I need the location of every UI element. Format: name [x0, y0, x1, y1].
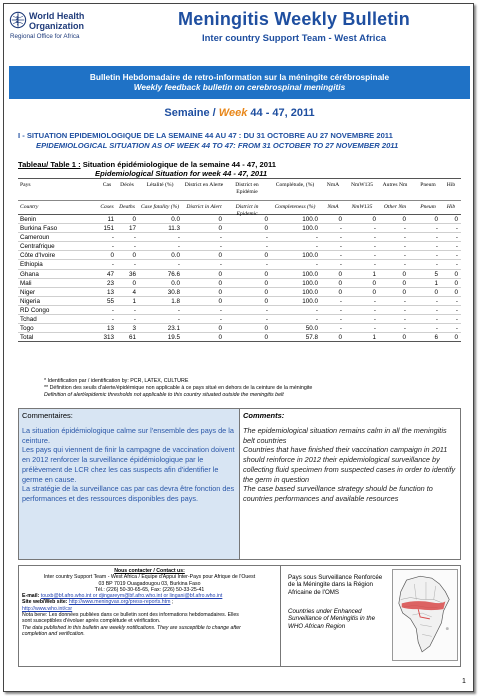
- table-cell: -: [435, 306, 438, 314]
- header-en-col-0: Country: [20, 204, 39, 210]
- table-header-fr: [18, 179, 461, 201]
- table-cell: 1: [132, 297, 136, 305]
- table-cell: 0: [264, 288, 268, 296]
- table-cell: Total: [20, 334, 34, 342]
- table-cell: -: [403, 325, 406, 333]
- footnote-3: Definition of alert/epidemic thresholds not applicable to this country situated outside the meningitis belt: [44, 392, 284, 398]
- header-en-col-7: NmA: [327, 204, 339, 210]
- table-cell: -: [265, 243, 268, 251]
- table-cell: Burkina Faso: [20, 225, 58, 233]
- contact-box: [19, 566, 281, 666]
- table-cell: -: [403, 297, 406, 305]
- page-number: 1: [462, 678, 466, 685]
- header-fr-col-8: NmW135: [350, 182, 374, 188]
- table-cell: -: [373, 316, 376, 324]
- contact-title: Nous contacter / Contact us:: [114, 568, 185, 574]
- table-header-en: [18, 201, 461, 215]
- table-cell: -: [219, 316, 222, 324]
- table-cell: 0: [338, 270, 342, 278]
- table-cell: 17: [128, 225, 136, 233]
- table-cell: RD Congo: [20, 306, 50, 314]
- footnote-2: ** Définition des seuils d'alerte/épidémique non applicable à ce pays situé en dehors de la ceinture de la méningite: [44, 385, 313, 391]
- comments-box: [18, 408, 461, 560]
- comments-heading-fr: Commentaires:: [22, 411, 73, 420]
- web-separator: ;: [170, 599, 174, 606]
- table-row: [18, 279, 461, 288]
- table-cell: 0: [338, 334, 342, 342]
- table-cell: -: [339, 234, 342, 242]
- table-cell: Tchad: [20, 316, 37, 324]
- table-cell: -: [435, 225, 438, 233]
- table-cell: -: [373, 261, 376, 269]
- table-cell: -: [403, 261, 406, 269]
- table-cell: -: [339, 261, 342, 269]
- table-cell: 0: [218, 279, 222, 287]
- header-en-col-4: District in Alert: [186, 204, 222, 210]
- header-en-col-3: Case fatality (%): [140, 204, 180, 210]
- table-cell: -: [435, 243, 438, 251]
- comment-fr-2: Les pays qui viennent de finir la campagne de vaccination doivent en 2012 renforcer la surveillance épidémiologique par le prélèvement de LCR chez les cas suspects afin d'identifier le germe en cause.: [22, 445, 235, 484]
- table-cell: -: [373, 306, 376, 314]
- header-en-col-8: NmW135: [351, 204, 373, 210]
- table-cell: 0: [264, 270, 268, 278]
- table-cell: -: [435, 261, 438, 269]
- table-cell: -: [133, 243, 136, 251]
- table-cell: 23.1: [167, 325, 180, 333]
- web-link-meningvax[interactable]: http://www.meningvax.org/press-reports.htm: [68, 599, 171, 606]
- banner: [9, 66, 470, 99]
- header-fr-col-10: Pneum: [420, 182, 436, 188]
- table-cell: Mali: [20, 279, 32, 287]
- header-en-col-10: Pneum: [420, 204, 436, 210]
- table-row: [18, 297, 461, 306]
- africa-map-icon: [392, 569, 458, 661]
- table-row: [18, 242, 461, 251]
- table-cell: -: [111, 234, 114, 242]
- situation-line-en: EPIDEMIOLOGICAL SITUATION AS OF WEEK 44 TO 47: FROM 31 OCTOBER TO 27 NOVEMBER 2011: [36, 141, 399, 150]
- week-word: Week: [218, 107, 248, 119]
- nota-bene-2: sont susceptibles d'évoluer après complétude et vérification.: [22, 618, 161, 625]
- table-cell: -: [177, 306, 180, 314]
- web-label: Site web/Web site:: [22, 599, 68, 606]
- table-cell: -: [219, 306, 222, 314]
- table-row: [18, 315, 461, 324]
- table-cell: 0: [264, 225, 268, 233]
- contact-line-3: Tél.: (226) 50-30-65-65, Fax: (226) 50-33-25-41: [94, 586, 205, 593]
- table-cell: -: [111, 243, 114, 251]
- header-fr-col-7: NmA: [326, 182, 340, 188]
- comments-fr: [19, 409, 240, 559]
- table-row: [18, 260, 461, 269]
- header-en-col-6: Completeness (%): [274, 204, 316, 210]
- table-cell: -: [435, 316, 438, 324]
- table-cell: -: [435, 325, 438, 333]
- table-cell: -: [455, 325, 458, 333]
- bulletin-page: [3, 3, 474, 692]
- situation-line-fr: I - SITUATION EPIDEMIOLOGIQUE DE LA SEMAINE 44 AU 47 : DU 31 OCTOBRE AU 27 NOVEMBRE 2011: [18, 131, 393, 140]
- table-cell: 5: [434, 270, 438, 278]
- footer: [18, 565, 461, 667]
- header-en-col-2: Deaths: [119, 204, 135, 210]
- table-cell: 0: [264, 252, 268, 260]
- table-cell: 0: [132, 279, 136, 287]
- table-cell: 151: [103, 225, 114, 233]
- comment-en-3: The case based surveillance strategy should be function to countries performances and available resources: [243, 484, 433, 503]
- table-cell: -: [133, 316, 136, 324]
- table-cell: -: [315, 316, 318, 324]
- table-cell: -: [219, 261, 222, 269]
- table-cell: 100.0: [302, 297, 318, 305]
- table-cell: 0: [454, 270, 458, 278]
- nota-bene-3: The data published in this bulletin are weekly notifications. They are susceptible to change after: [22, 624, 241, 631]
- table-cell: 6: [434, 334, 438, 342]
- table-cell: -: [435, 252, 438, 260]
- table-cell: Ghana: [20, 270, 39, 278]
- table-cell: Niger: [20, 288, 36, 296]
- table-row: [18, 306, 461, 315]
- table-cell: -: [315, 234, 318, 242]
- table-cell: -: [265, 261, 268, 269]
- table-cell: 0: [454, 334, 458, 342]
- banner-line-fr: Bulletin Hebdomadaire de retro-information sur la méningite cérébrospinale: [89, 72, 390, 82]
- table-cell: Ethiopia: [20, 261, 43, 269]
- table-row: [18, 215, 461, 224]
- table-cell: -: [133, 306, 136, 314]
- table-cell: Benin: [20, 216, 37, 223]
- table-cell: -: [455, 225, 458, 233]
- contact-line-1: Inter country Support Team - West Africa / Equipe d'Appui Inter-Pays pour Afrique de l'Ouest: [43, 574, 256, 581]
- table-cell: 36: [128, 270, 136, 278]
- table-cell: Côte d'Ivoire: [20, 252, 56, 260]
- header-fr-col-1: Cas: [102, 182, 112, 188]
- table-cell: Cameroun: [20, 234, 50, 242]
- table-cell: 11: [107, 216, 114, 223]
- table-cell: 50.0: [305, 325, 318, 333]
- table-cell: 30.8: [167, 288, 180, 296]
- table-cell: -: [315, 261, 318, 269]
- comments-en-body: [243, 426, 457, 504]
- table-cell: -: [219, 243, 222, 251]
- table-cell: 0.0: [171, 252, 180, 260]
- footnote-1: * Identification par / identification by: PCR, LATEX, CULTURE: [44, 378, 189, 384]
- table-total-row: [18, 333, 461, 342]
- who-emblem-icon: [9, 11, 27, 29]
- table-cell: 0: [218, 297, 222, 305]
- table-cell: 0: [218, 334, 222, 342]
- table-cell: 0: [218, 252, 222, 260]
- table-cell: 0: [132, 216, 136, 223]
- table-cell: 0: [402, 216, 406, 223]
- table-cell: 13: [106, 288, 114, 296]
- table-cell: 1.8: [171, 297, 180, 305]
- table-cell: 100.0: [302, 279, 318, 287]
- table-cell: -: [265, 306, 268, 314]
- table-cell: 0: [264, 325, 268, 333]
- header-fr-col-2: Décès: [120, 182, 134, 188]
- page-title: Meningitis Weekly Bulletin: [178, 9, 410, 29]
- table-cell: -: [339, 325, 342, 333]
- table-cell: 0: [264, 334, 268, 342]
- org-name-line1: World Health: [29, 11, 85, 21]
- table-cell: 0: [402, 334, 406, 342]
- table-cell: 47: [106, 270, 114, 278]
- table-cell: 100.0: [302, 252, 318, 260]
- table-cell: 0: [338, 288, 342, 296]
- table-cell: 0.0: [171, 279, 180, 287]
- epidemiological-table: [18, 178, 461, 342]
- table-cell: -: [339, 306, 342, 314]
- table-cell: 0: [218, 270, 222, 278]
- table-cell: 313: [103, 334, 114, 342]
- table-cell: 0: [132, 252, 136, 260]
- table-cell: 0: [372, 288, 376, 296]
- header-fr-col-3: Létalité (%): [146, 182, 174, 188]
- table-cell: 57.8: [305, 334, 318, 342]
- table-cell: 19.5: [167, 334, 180, 342]
- table-cell: -: [455, 252, 458, 260]
- table-cell: -: [315, 243, 318, 251]
- table-cell: Togo: [20, 325, 34, 333]
- table-cell: -: [455, 243, 458, 251]
- table-cell: 11.3: [168, 225, 180, 233]
- table-cell: -: [455, 306, 458, 314]
- week-range: 44 - 47, 2011: [247, 107, 315, 119]
- table-cell: 76.6: [167, 270, 180, 278]
- table-cell: 0: [218, 288, 222, 296]
- table-cell: -: [219, 234, 222, 242]
- table-cell: -: [111, 261, 114, 269]
- table-cell: -: [373, 243, 376, 251]
- table-cell: -: [455, 261, 458, 269]
- nota-bene-1: Nota bene: Les données publiées dans ce bulletin sont des informations hebdomadaires. Elles: [22, 612, 239, 619]
- table-cell: 13: [106, 325, 114, 333]
- table-cell: Nigeria: [20, 297, 40, 305]
- table-cell: -: [111, 316, 114, 324]
- table-row: [18, 233, 461, 242]
- table-cell: -: [339, 297, 342, 305]
- table-cell: 0: [264, 297, 268, 305]
- header-en-col-9: Other Nm: [383, 204, 407, 210]
- table-cell: -: [403, 234, 406, 242]
- table-cell: 61: [128, 334, 136, 342]
- table-cell: -: [373, 297, 376, 305]
- table-body: [18, 215, 461, 342]
- table-cell: -: [373, 225, 376, 233]
- banner-line-en: Weekly feedback bulletin on cerebrospinal meningitis: [133, 82, 346, 92]
- table-cell: 100.0: [302, 288, 318, 296]
- table-cell: 1: [372, 334, 376, 342]
- header-fr-col-4: District en Alerte: [184, 182, 224, 188]
- comment-en-2: Countries that have finished their vaccination campaign in 2011 should reinforce in 2012 their epidemiological surveillance by collecting fluid specimen from suspected cases in order to identify the germ in question: [243, 445, 456, 484]
- contact-line-2: 03 BP 7019 Ouagadougou 03, Burkina Faso: [98, 580, 201, 587]
- table-cell: -: [177, 243, 180, 251]
- table-cell: -: [403, 306, 406, 314]
- table-row: [18, 270, 461, 279]
- table-cell: 3: [132, 325, 136, 333]
- table-cell: 1: [372, 270, 376, 278]
- table-cell: -: [265, 234, 268, 242]
- table-cell: 0: [264, 279, 268, 287]
- week-prefix: Semaine /: [164, 107, 219, 119]
- table-cell: -: [455, 234, 458, 242]
- table-cell: -: [403, 225, 406, 233]
- table-title-en: Epidemiological Situation for week 44 - 47, 2011: [95, 169, 268, 178]
- table-cell: 0: [218, 225, 222, 233]
- week-heading: [9, 107, 470, 119]
- table-cell: -: [111, 306, 114, 314]
- table-cell: 0: [338, 279, 342, 287]
- table-row: [18, 251, 461, 260]
- table-cell: -: [373, 252, 376, 260]
- table-cell: 0: [264, 216, 268, 223]
- table-cell: -: [177, 261, 180, 269]
- table-row: [18, 224, 461, 233]
- table-title-fr: [18, 160, 276, 169]
- table-cell: -: [455, 297, 458, 305]
- comment-en-1: The epidemiological situation remains calm in all the meningitis belt countries: [243, 426, 447, 445]
- comments-fr-body: [22, 426, 236, 504]
- table-row: [18, 288, 461, 297]
- table-label: Tableau/ Table 1 :: [18, 160, 81, 169]
- email-label: E-mail:: [22, 593, 40, 600]
- surveillance-en: Countries under Enhanced Surveillance of Meningitis in the WHO African Region: [288, 608, 376, 630]
- table-cell: 0: [454, 216, 458, 223]
- table-cell: -: [373, 325, 376, 333]
- table-cell: -: [373, 234, 376, 242]
- table-cell: 0: [372, 216, 376, 223]
- table-cell: -: [265, 316, 268, 324]
- table-cell: 100.0: [302, 270, 318, 278]
- header-fr-col-0: Pays: [20, 182, 31, 188]
- table-cell: 4: [132, 288, 136, 296]
- header-en-col-5: District in Epidemic: [235, 204, 259, 217]
- header-fr-col-5: District en Epidémie: [235, 182, 259, 195]
- table-cell: -: [435, 234, 438, 242]
- table-cell: 55: [106, 297, 114, 305]
- header-en-col-1: Cases: [100, 204, 114, 210]
- email-links[interactable]: touxb@bf.afro.who.int or djingareym@bf.afro.who.int or lingani@bf.afro.who.int: [40, 593, 223, 600]
- table-cell: -: [315, 306, 318, 314]
- table-cell: 1: [434, 279, 438, 287]
- comment-fr-3: La stratégie de la surveillance cas par cas devra être fonction des performances et des ressources disponibles des pays.: [22, 484, 235, 503]
- table-cell: -: [455, 316, 458, 324]
- table-cell: 0.0: [171, 216, 180, 223]
- table-cell: -: [403, 316, 406, 324]
- table-cell: -: [339, 252, 342, 260]
- header: [9, 9, 470, 61]
- table-cell: -: [133, 261, 136, 269]
- comments-en: [240, 409, 460, 559]
- org-name-line2: Organization: [29, 21, 85, 31]
- table-cell: 100.0: [302, 225, 318, 233]
- table-cell: 0: [218, 325, 222, 333]
- table-cell: -: [339, 316, 342, 324]
- surveillance-fr: Pays sous Surveillance Renforcée de la Méningite dans la Région Africaine de l'OMS: [288, 574, 383, 596]
- org-region: Regional Office for Africa: [10, 33, 80, 40]
- table-cell: 0: [402, 288, 406, 296]
- table-cell: 0: [218, 216, 222, 223]
- header-fr-col-6: Complétude, (%): [275, 182, 315, 188]
- table-cell: 0: [434, 216, 438, 223]
- table-cell: 23: [106, 279, 114, 287]
- table-cell: 0: [338, 216, 342, 223]
- table-cell: 0: [372, 279, 376, 287]
- web-link-who[interactable]: http://www.who.int/csr: [22, 605, 73, 612]
- header-en-col-11: Hib: [446, 204, 456, 210]
- nota-bene-4: completion and verification.: [22, 630, 85, 637]
- comment-fr-1: La situation épidémiologique calme sur l'ensemble des pays de la ceinture.: [22, 426, 234, 445]
- table-cell: -: [177, 234, 180, 242]
- table-cell: -: [403, 252, 406, 260]
- table-cell: 100.0: [302, 216, 318, 223]
- table-cell: 0: [402, 270, 406, 278]
- table-cell: Centrafrique: [20, 243, 55, 251]
- table-cell: -: [435, 297, 438, 305]
- table-cell: 0: [434, 288, 438, 296]
- table-cell: -: [403, 243, 406, 251]
- header-fr-col-9: Autres Nm: [382, 182, 408, 188]
- table-cell: -: [177, 316, 180, 324]
- table-cell: 0: [110, 252, 114, 260]
- table-cell: -: [133, 234, 136, 242]
- table-cell: 0: [402, 279, 406, 287]
- table-cell: 0: [454, 279, 458, 287]
- header-fr-col-11: Hib: [446, 182, 456, 188]
- table-cell: -: [339, 225, 342, 233]
- comments-heading-en: Comments:: [243, 411, 285, 420]
- table-row: [18, 324, 461, 333]
- table-cell: -: [339, 243, 342, 251]
- table-cell: 0: [454, 288, 458, 296]
- page-subtitle: Inter country Support Team - West Africa: [201, 33, 387, 44]
- table-title-fr-text: Situation épidémiologique de la semaine 44 - 47, 2011: [80, 160, 276, 169]
